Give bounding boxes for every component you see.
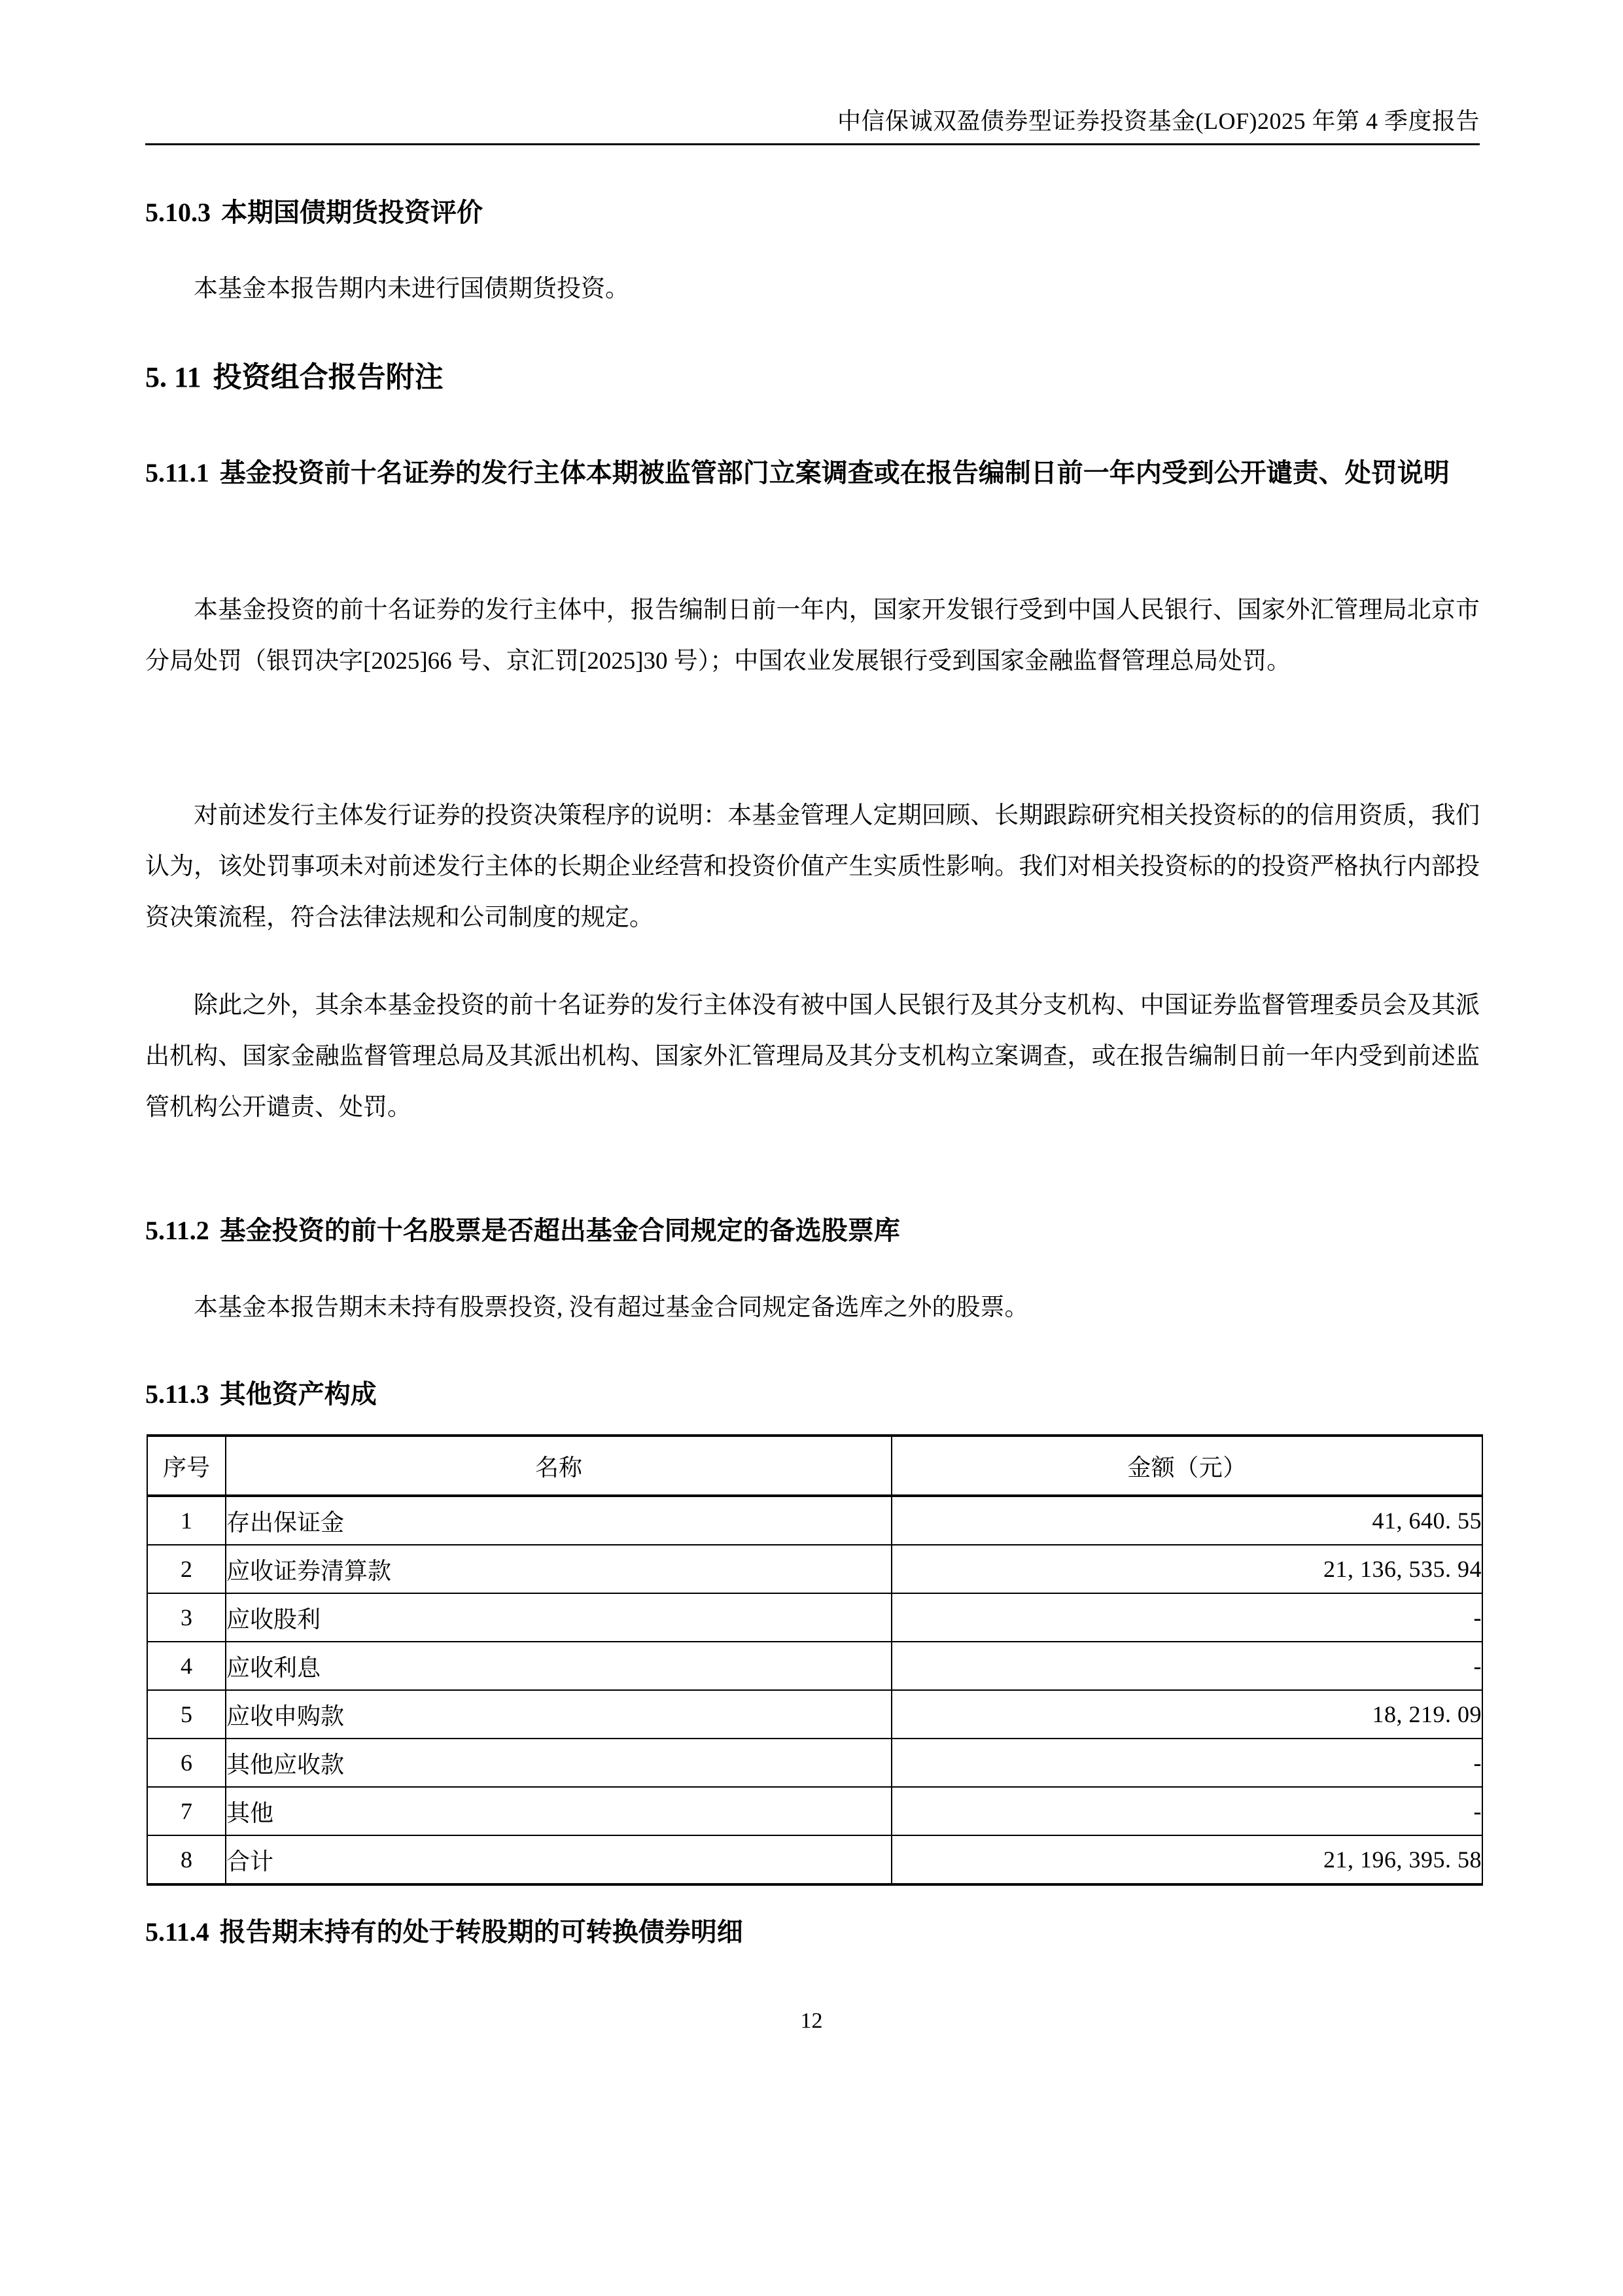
table-row [147,1787,1482,1835]
heading-5-11-2-title: 基金投资的前十名股票是否超出基金合同规定的备选股票库 [219,1216,900,1245]
table-row [147,1593,1482,1642]
heading-5-11-2 [145,1212,1480,1249]
cell-name: 合计 [226,1835,892,1884]
section-5-11-1 [145,448,1480,499]
document-header [145,105,1480,145]
page-number: 12 [800,2009,823,2033]
cell-amount: - [892,1593,1482,1642]
cell-name: 应收申购款 [226,1690,892,1739]
cell-name: 存出保证金 [226,1496,892,1545]
section-5-10-3 [145,194,1480,231]
cell-index: 2 [147,1545,226,1593]
cell-amount: - [892,1739,1482,1787]
paragraph-5-10-3 [145,264,1480,315]
cell-index: 4 [147,1642,226,1690]
heading-5-11-4-title: 报告期末持有的处于转股期的可转换债券明细 [219,1917,743,1947]
paragraph-5-11-1-a [145,585,1480,687]
heading-5-11-1-title: 基金投资前十名证券的发行主体本期被监管部门立案调查或在报告编制日前一年内受到公开谴责、处罚说明 [219,458,1450,487]
column-header-name: 名称 [226,1436,892,1496]
heading-5-11-1-number: 5.11.1 [145,458,209,487]
table-row [147,1642,1482,1690]
header-divider [145,143,1480,145]
heading-5-11-number: 5. 11 [145,361,201,393]
heading-5-10-3-number: 5.10.3 [145,198,211,227]
cell-amount: 21, 196, 395. 58 [892,1835,1482,1884]
cell-index: 1 [147,1496,226,1545]
heading-5-11-3-title: 其他资产构成 [219,1379,377,1409]
cell-amount: 41, 640. 55 [892,1496,1482,1545]
heading-5-11 [145,358,1480,397]
cell-amount: 18, 219. 09 [892,1690,1482,1739]
paragraph-text: 本基金本报告期末未持有股票投资, 没有超过基金合同规定备选库之外的股票。 [194,1294,1029,1321]
column-header-amount: 金额（元） [892,1436,1482,1496]
heading-5-11-1 [145,448,1480,499]
paragraph-5-11-2 [145,1282,1480,1333]
paragraph-text: 本基金本报告期内未进行国债期货投资。 [194,275,629,302]
table-row [147,1496,1482,1545]
table-row [147,1739,1482,1787]
paragraph-text: 本基金投资的前十名证券的发行主体中，报告编制日前一年内，国家开发银行受到中国人民银行、国家外汇管理局北京市分局处罚（银罚决字[2025]66 号、京汇罚[2025]30 号）；中国农业发展银行受到国家金融监督管理总局处罚。 [145,597,1480,675]
paragraph-text: 除此之外，其余本基金投资的前十名证券的发行主体没有被中国人民银行及其分支机构、中国证券监督管理委员会及其派出机构、国家金融监督管理总局及其派出机构、国家外汇管理局及其分支机构立案调查，或在报告编制日前一年内受到前述监管机构公开谴责、处罚。 [145,992,1480,1121]
cell-name: 应收利息 [226,1642,892,1690]
heading-5-10-3 [145,194,1480,231]
section-5-11-2 [145,1212,1480,1249]
paragraph-5-11-1-b [145,790,1480,944]
table-row [147,1690,1482,1739]
heading-5-11-4 [145,1914,1480,1951]
cell-amount: - [892,1787,1482,1835]
heading-5-11-2-number: 5.11.2 [145,1216,209,1245]
cell-amount: 21, 136, 535. 94 [892,1545,1482,1593]
cell-name: 其他应收款 [226,1739,892,1787]
table-row [147,1545,1482,1593]
header-title: 中信保诚双盈债券型证券投资基金(LOF)2025 年第 4 季度报告 [837,108,1480,134]
other-assets-table [147,1434,1483,1886]
heading-5-10-3-title: 本期国债期货投资评价 [221,198,483,227]
table-header [147,1436,1482,1496]
heading-5-11-title: 投资组合报告附注 [213,361,444,393]
heading-5-11-3 [145,1376,1480,1413]
column-header-index: 序号 [147,1436,226,1496]
paragraph-5-11-1-c [145,980,1480,1133]
cell-index: 3 [147,1593,226,1642]
cell-index: 7 [147,1787,226,1835]
cell-index: 5 [147,1690,226,1739]
cell-name: 应收股利 [226,1593,892,1642]
heading-5-11-3-number: 5.11.3 [145,1379,209,1409]
cell-index: 6 [147,1739,226,1787]
table-body [147,1496,1482,1884]
section-5-11-3 [145,1376,1480,1413]
cell-amount: - [892,1642,1482,1690]
table-row-total [147,1835,1482,1884]
table-header-row [147,1436,1482,1496]
other-assets-table-wrapper [147,1434,1481,1886]
heading-5-11-4-number: 5.11.4 [145,1917,209,1947]
section-5-11 [145,358,1480,397]
cell-name: 应收证券清算款 [226,1545,892,1593]
cell-name: 其他 [226,1787,892,1835]
paragraph-text: 对前述发行主体发行证券的投资决策程序的说明：本基金管理人定期回顾、长期跟踪研究相关投资标的的信用资质，我们认为，该处罚事项未对前述发行主体的长期企业经营和投资价值产生实质性影响。我们对相关投资标的的投资严格执行内部投资决策流程，符合法律法规和公司制度的规定。 [145,802,1480,931]
cell-index: 8 [147,1835,226,1884]
section-5-11-4 [145,1914,1480,1951]
